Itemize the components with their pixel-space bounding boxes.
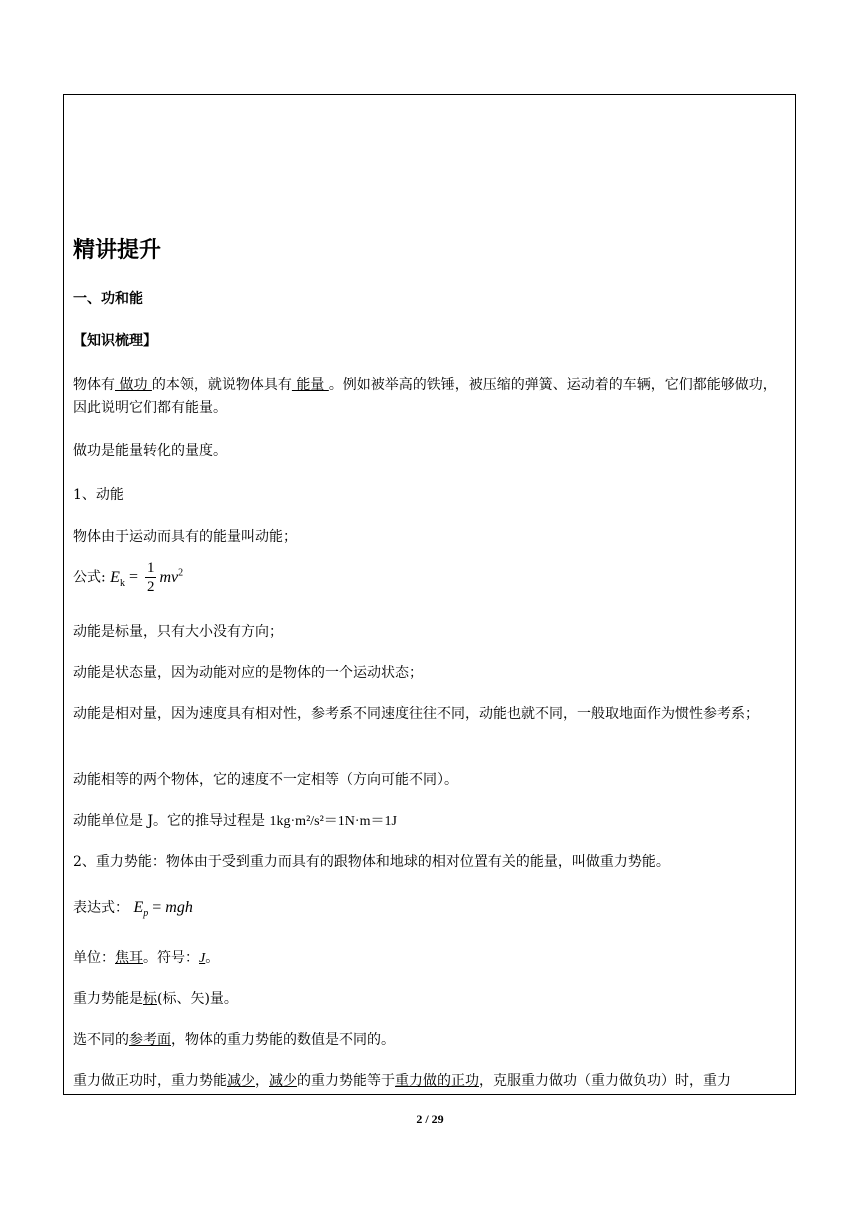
paragraph-unit-derivation: 动能单位是 J。它的推导过程是 1kg·m²/s²＝1N·m＝1J <box>73 813 397 829</box>
paragraph-work-measure: 做功是能量转化的量度。 <box>73 443 227 459</box>
paragraph-equal-kinetic: 动能相等的两个物体，它的速度不一定相等（方向可能不同）。 <box>73 772 458 788</box>
paragraph-energy-definition: 物体有 做功 的本领，就说物体具有 能量 。例如被举高的铁锤，被压缩的弹簧、运动着的车辆，它们都能够做功，因此说明它们都有能量。 <box>73 377 777 416</box>
underlined-term-work: 做功 <box>115 377 152 393</box>
section-heading: 精讲提升 <box>73 238 162 263</box>
page-number: 2 / 29 <box>416 1112 444 1126</box>
paragraph-relative-quantity: 动能是相对量，因为速度具有相对性，参考系不同速度往往不同，动能也就不同，一般取地面作为惯性参考系； <box>73 706 759 722</box>
paragraph-scalar: 动能是标量，只有大小没有方向； <box>73 624 283 640</box>
underlined-term-energy: 能量 <box>291 377 329 393</box>
subsection-heading: 一、功和能 <box>73 291 143 307</box>
paragraph-unit-joule: 单位：焦耳。符号：J。 <box>73 950 220 966</box>
paragraph-gravity-work: 重力做正功时，重力势能减少，减少的重力势能等于重力做的正功，克服重力做功（重力做负功）时，重力 <box>73 1073 731 1089</box>
paragraph-scalar-potential: 重力势能是标(标、矢)量。 <box>73 991 238 1007</box>
knowledge-tag: 【知识梳理】 <box>73 333 157 349</box>
formula-potential-energy: 表达式： $E_p$ = mgh <box>73 899 193 920</box>
paragraph-state-quantity: 动能是状态量，因为动能对应的是物体的一个运动状态； <box>73 665 423 681</box>
paragraph-reference-plane: 选不同的参考面，物体的重力势能的数值是不同的。 <box>73 1032 395 1048</box>
paragraph-kinetic-definition: 物体由于运动而具有的能量叫动能； <box>73 529 297 545</box>
fraction-one-half: $\frac{1}{2}$ <box>146 560 155 595</box>
formula-kinetic-energy: 公式: $E_k$ = $\frac{1}{2}$ $mv^2$ <box>73 560 184 595</box>
paragraph-gravitational-potential: 2、重力势能：物体由于受到重力而具有的跟物体和地球的相对位置有关的能量，叫做重力势能。 <box>73 854 670 870</box>
subheading-kinetic-energy: 1、动能 <box>73 487 124 503</box>
document-frame <box>63 94 796 1095</box>
